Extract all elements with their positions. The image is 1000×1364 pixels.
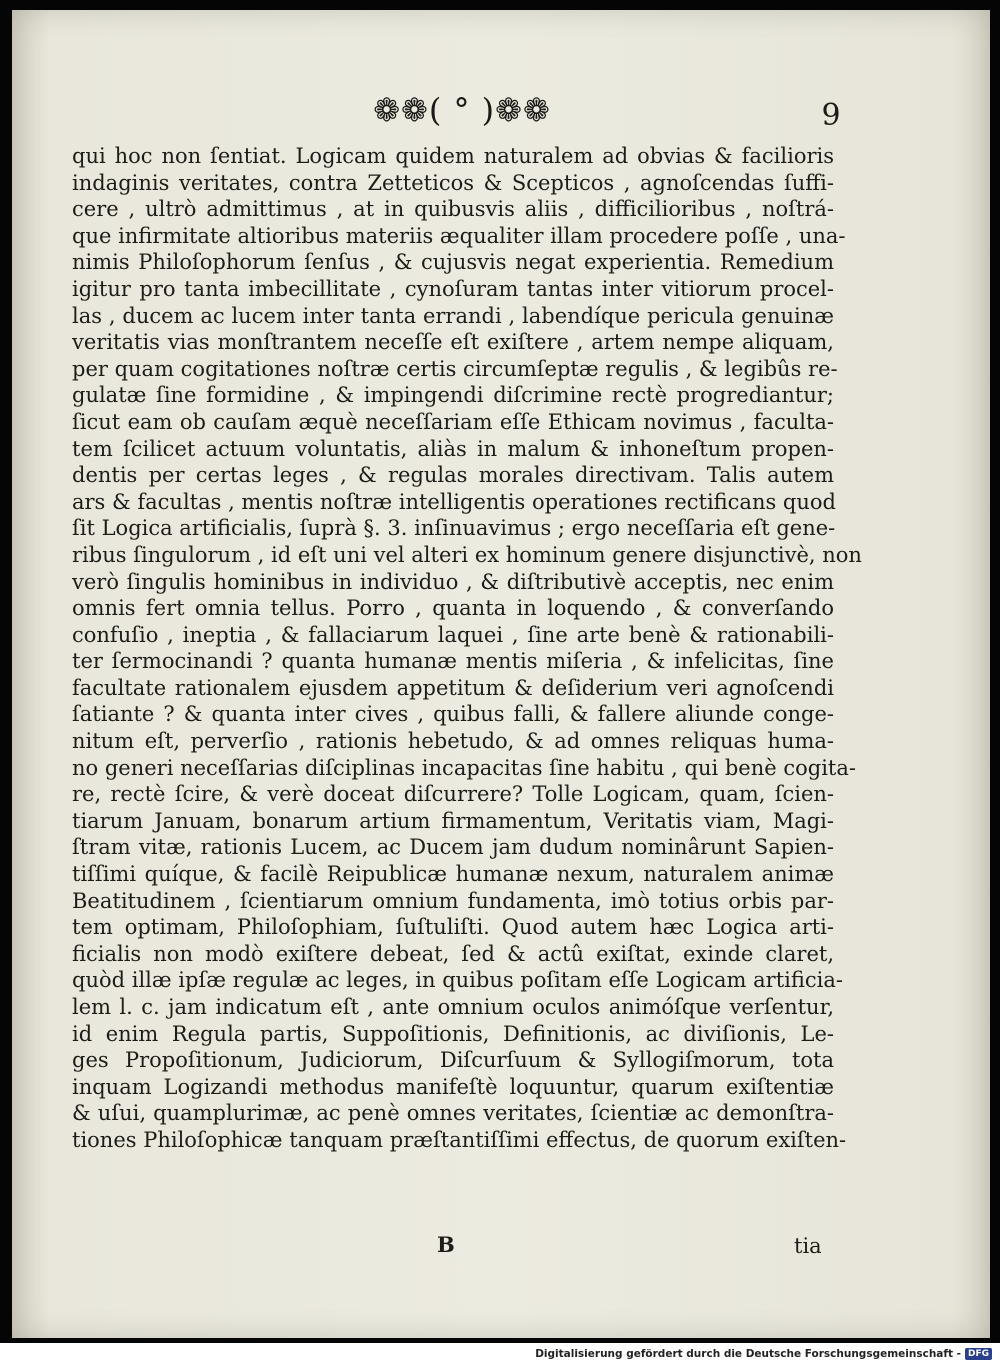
text-line: facultate rationalem ejusdem appetitum & deſiderium veri agnoſcendi	[72, 675, 834, 700]
text-line: dentis per certas leges , & regulas morales directivam. Talis autem	[72, 463, 834, 488]
text-line: nimis Philoſophorum ſenſus , & cujusvis negat experientia. Remedium	[72, 250, 834, 275]
text-line: Beatitudinem , ſcientiarum omnium fundamenta, imò totius orbis par-	[72, 888, 834, 913]
text-line: ges Propoſitionum, Judiciorum, Diſcurſuum & Syllogiſmorum, tota	[72, 1048, 834, 1073]
text-line: ficialis non modò exiſtere debeat, ſed & actû exiſtat, exinde claret,	[72, 941, 834, 966]
text-line: tiones Philoſophicæ tanquam præſtantiſſimi effectus, de quorum exiſten-	[72, 1127, 847, 1152]
text-line: indaginis veritates, contra Zetteticos & Scepticos , agnoſcendas ſuffi-	[72, 170, 834, 195]
text-line: verò ſingulis hominibus in individuo , & diſtributivè acceptis, nec enim	[72, 569, 834, 594]
text-line: inquam Logizandi methodus manifeſtè loquuntur, quarum exiſtentiæ	[72, 1074, 834, 1099]
text-line: ſtram vitæ, rationis Lucem, ac Ducem jam dudum nominârunt Sapien-	[72, 835, 834, 860]
text-line: tem ſcilicet actuum voluntatis, aliàs in malum & inhoneſtum propen-	[72, 436, 834, 461]
footer-text: Digitalisierung gefördert durch die Deutsche Forschungsgemeinschaft -	[535, 1347, 961, 1360]
text-line: ars & facultas , mentis noſtræ intelligentis operationes rectificans quod	[72, 489, 836, 514]
text-line: per quam cogitationes noſtræ certis circumſeptæ regulis , & legibûs re-	[72, 356, 838, 381]
text-line: & uſui, quamplurimæ, ac penè omnes veritates, ſcientiæ ac demonſtra-	[72, 1101, 834, 1126]
digitization-footer	[0, 1343, 1000, 1364]
text-line: no generi neceſſarias diſciplinas incapacitas ſine habitu , qui benè cogita-	[72, 755, 856, 780]
text-line: nitum eſt, perverſio , rationis hebetudo, & ad omnes reliquas huma-	[72, 729, 834, 754]
text-line: tiarum Januam, bonarum artium firmamentum, Veritatis viam, Magi-	[72, 808, 834, 833]
text-line: ſicut eam ob cauſam æquè neceſſariam eſſe Ethicam novimus , faculta-	[72, 409, 834, 434]
text-line: re, rectè ſcire, & verè doceat diſcurrere? Tolle Logicam, quam, ſcien-	[72, 782, 834, 807]
page-number: 9	[821, 98, 841, 133]
text-line: ter ſermocinandi ? quanta humanæ mentis miſeria , & infelicitas, ſine	[72, 649, 834, 674]
text-line: confuſio , ineptia , & fallaciarum laquei , ſine arte benè & rationabili-	[72, 622, 834, 647]
text-line: veritatis vias monſtrantem neceſſe eſt exiſtere , artem nempe aliquam,	[72, 330, 834, 355]
dfg-logo-icon: DFG	[965, 1348, 992, 1360]
text-line: quòd illæ ipſæ regulæ ac leges, in quibus poſitam eſſe Logicam artificia-	[72, 968, 843, 993]
text-line: igitur pro tanta imbecillitate , cynoſuram tantas inter vitiorum procel-	[72, 276, 834, 301]
body-text	[72, 143, 862, 1154]
text-line: ſatiante ? & quanta inter cives , quibus falli, & fallere aliunde conge-	[72, 702, 834, 727]
text-line: ribus ſingulorum , id eſt uni vel alteri ex hominum genere disjunctivè, non	[72, 542, 862, 567]
text-line: lem l. c. jam indicatum eſt , ante omnium oculos animóſque verſentur,	[72, 995, 834, 1019]
header-ornament: ❁❁( ° )❁❁	[373, 91, 551, 129]
text-line: cere , ultrò admittimus , at in quibusvis aliis , difficilioribus , noſtrá-	[72, 197, 834, 222]
text-line: tem optimam, Philoſophiam, ſuſtuliſti. Quod autem hæc Logica arti-	[72, 915, 834, 940]
text-line: id enim Regula partis, Suppoſitionis, Definitionis, ac diviſionis, Le-	[72, 1021, 834, 1046]
text-line: gulatæ ſine formidine , & impingendi diſcrimine rectè progrediantur;	[72, 383, 834, 408]
text-line: ſit Logica artificialis, ſuprà §. 3. inſinuavimus ; ergo neceſſaria eſt gene-	[72, 516, 836, 541]
text-line: que infirmitate altioribus materiis æqualiter illam procedere poſſe , una-	[72, 223, 846, 248]
text-line: las , ducem ac lucem inter tanta errandi , labendíque pericula genuinæ	[72, 303, 834, 328]
text-line: qui hoc non ſentiat. Logicam quidem naturalem ad obvias & facilioris	[72, 144, 834, 168]
signature-mark: B	[437, 1232, 455, 1257]
book-page	[12, 10, 990, 1338]
text-line: tiſſimi quíque, & facilè Reipublicæ humanæ nexum, naturalem animæ	[72, 862, 834, 887]
catchword: tia	[794, 1234, 822, 1258]
text-line: omnis fert omnia tellus. Porro , quanta in loquendo , & converſando	[72, 596, 834, 621]
